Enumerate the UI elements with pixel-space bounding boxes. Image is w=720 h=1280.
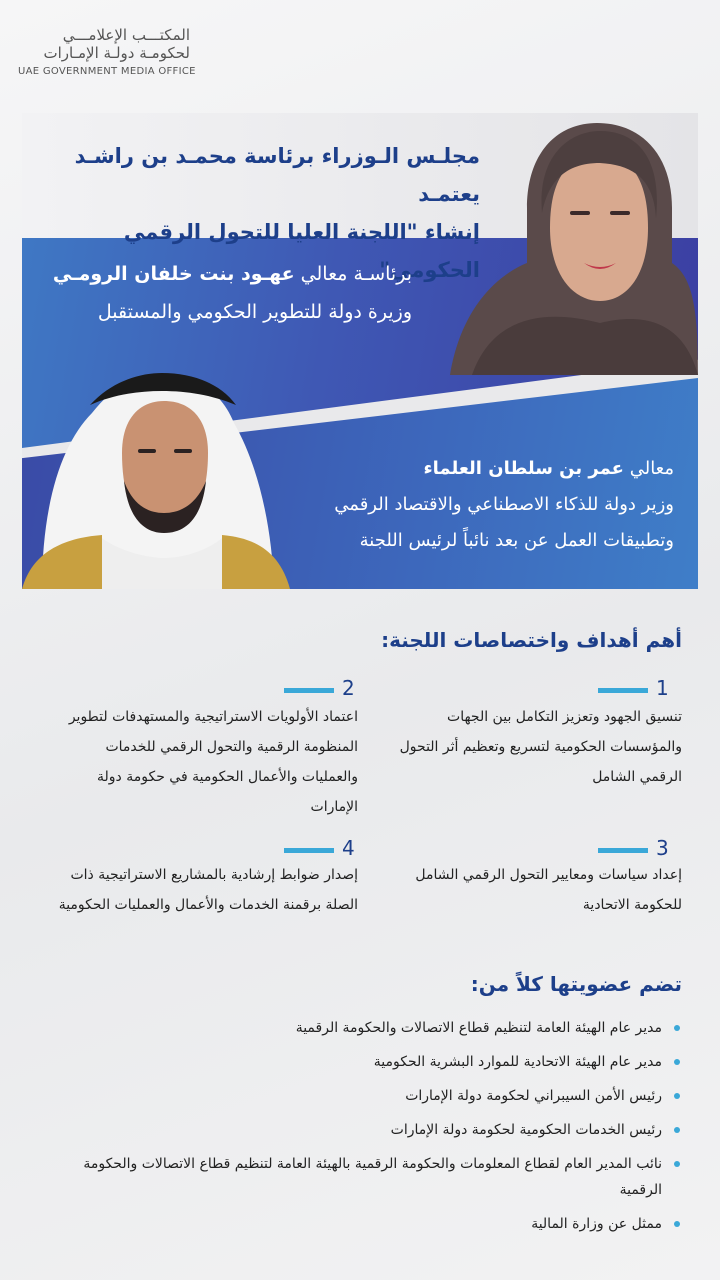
member-text: نائب المدير العام لقطاع المعلومات والحكومة الرقمية بالهيئة العامة لتنظيم قطاع الاتصالات والحكومة الرقمية [83,1156,662,1198]
vice-prefix: معالي [629,458,674,479]
chair-role: وزيرة دولة للتطوير الحكومي والمستقبل [97,301,412,323]
member-text: رئيس الخدمات الحكومية لحكومة دولة الإمارات [390,1122,662,1138]
media-office-logo [18,26,196,77]
goal-item: إصدار ضوابط إرشادية بالمشاريع الاستراتيجية ذات الصلة برقمنة الخدمات والأعمال والعمليات الحكومية [58,867,358,913]
member-text: مدير عام الهيئة الاتحادية للموارد البشرية الحكومية [373,1054,662,1070]
logo-arabic-line2: لحكومـة دولـة الإمـارات [43,44,190,62]
goal-number: 1 [656,676,669,700]
hero-banner [22,113,698,589]
bullet-icon [674,1221,680,1227]
logo-english: UAE GOVERNMENT MEDIA OFFICE [18,66,196,77]
bullet-icon [674,1093,680,1099]
goals-heading: أهم أهداف واختصاصات اللجنة: [381,628,682,652]
list-item [42,1015,682,1041]
title-line1: مجلـس الـوزراء برئاسة محمـد بن راشـد يعتمـد [74,144,480,206]
goal-number: 3 [656,836,669,860]
vice-role-line2: وتطبيقات العمل عن بعد نائباً لرئيس اللجنة [359,530,674,551]
goal-number: 4 [342,836,355,860]
chair-name-line [32,255,412,293]
goal-item: اعتماد الأولويات الاستراتيجية والمستهدفات لتطوير المنظومة الرقمية والتحول الرقمي للخدمات والعمليات والأعمال الحكومية في حكومة دولة الإمارات [68,709,358,815]
goal-item: إعداد سياسات ومعايير التحول الرقمي الشامل للحكومة الاتحادية [415,867,682,913]
title-line2: إنشاء "اللجنة العليا للتحول الرقمي الحكومي" [123,220,480,282]
goal-item: تنسيق الجهود وتعزيز التكامل بين الجهات والمؤسسات الحكومية لتسريع وتعظيم أثر التحول الرقمي الشامل [399,709,682,785]
goal-accent-bar [284,688,334,693]
bullet-icon [674,1127,680,1133]
bullet-icon [674,1059,680,1065]
vice-chair-block [254,451,674,559]
list-item [42,1049,682,1075]
chair-prefix: برئاسـة معالي [300,263,412,285]
goal-accent-bar [284,848,334,853]
list-item [42,1083,682,1109]
list-item [42,1117,682,1143]
chair-name: عهـود بنت خلفان الرومـي [52,263,295,285]
vice-name: عمر بن سلطان العلماء [423,458,624,479]
list-item [42,1151,682,1203]
member-text: مدير عام الهيئة العامة لتنظيم قطاع الاتصالات والحكومة الرقمية [295,1020,662,1036]
chair-block [32,255,412,331]
list-item [42,1211,682,1237]
member-text: رئيس الأمن السيبراني لحكومة دولة الإمارات [405,1088,662,1104]
logo-arabic-line1: المكتـــب الإعلامـــي [62,26,190,44]
membership-heading: تضم عضويتها كلاً من: [470,972,682,996]
vice-chair-portrait [22,353,290,589]
bullet-icon [674,1161,680,1167]
vice-role-line1: وزير دولة للذكاء الاصطناعي والاقتصاد الرقمي [334,494,674,515]
vice-name-line [254,451,674,487]
goal-accent-bar [598,848,648,853]
membership-list [42,1015,682,1245]
member-text: ممثل عن وزارة المالية [531,1216,662,1232]
goal-number: 2 [342,676,355,700]
goal-accent-bar [598,688,648,693]
bullet-icon [674,1025,680,1031]
